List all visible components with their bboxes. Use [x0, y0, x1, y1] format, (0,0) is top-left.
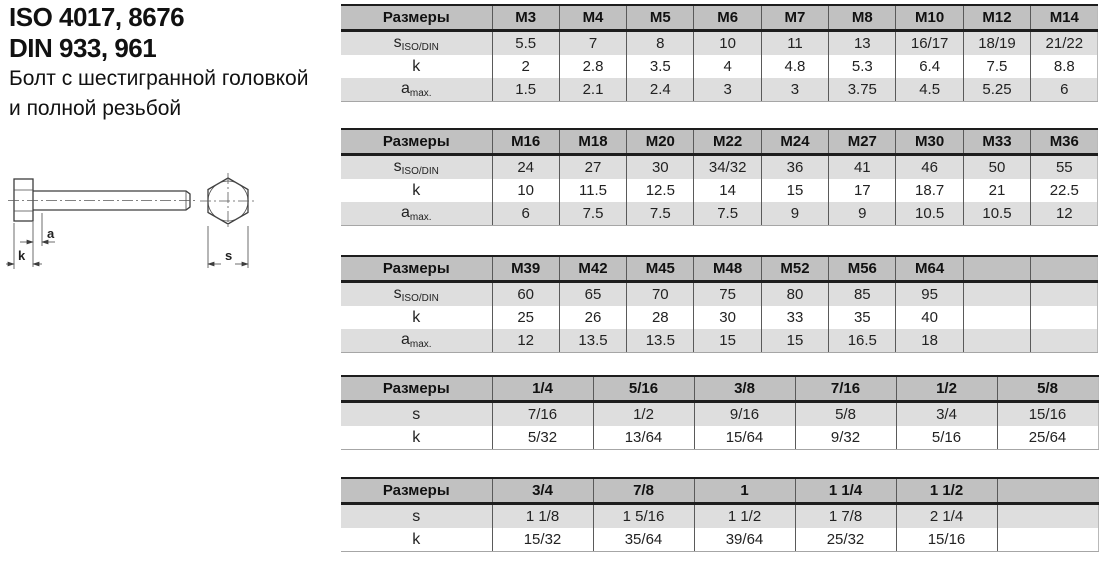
row-label: $s_{ISO/DIN}$: [341, 31, 492, 56]
table-cell: 3.5: [627, 55, 694, 78]
column-header: M42: [559, 256, 626, 282]
table-cell: [997, 504, 1098, 529]
table-cell: 8: [627, 31, 694, 56]
table-cell: 5/32: [492, 426, 593, 450]
row-label: s: [341, 504, 492, 529]
table-cell: [963, 306, 1030, 329]
table-row: [341, 504, 1098, 529]
table-cell: 14: [694, 179, 761, 202]
table-header-label: Размеры: [341, 256, 492, 282]
row-label: k: [341, 55, 492, 78]
table-row: [341, 402, 1098, 427]
table-cell: 33: [761, 306, 828, 329]
column-header: 1 1/2: [896, 478, 997, 504]
table-cell: 9: [829, 202, 896, 226]
row-label: $a_{max.}$: [341, 78, 492, 102]
table-cell: 11.5: [559, 179, 626, 202]
table-cell: 26: [559, 306, 626, 329]
table-row: [341, 78, 1098, 102]
table-cell: 27: [559, 155, 626, 180]
table-cell: 7/16: [492, 402, 593, 427]
table-cell: 15/64: [694, 426, 795, 450]
table-cell: 2: [492, 55, 559, 78]
column-header: M6: [694, 5, 761, 31]
column-header: M45: [627, 256, 694, 282]
table-cell: 1.5: [492, 78, 559, 102]
table-cell: 10.5: [896, 202, 963, 226]
table-cell: 1 1/2: [694, 504, 795, 529]
table-cell: 17: [829, 179, 896, 202]
standard-din: DIN 933, 961: [9, 33, 157, 63]
dimension-table-4: [341, 375, 1099, 450]
table-cell: 3: [761, 78, 828, 102]
table-cell: 3/4: [896, 402, 997, 427]
table-cell: 2.8: [559, 55, 626, 78]
table-cell: 8.8: [1031, 55, 1098, 78]
dimension-k-label: k: [18, 248, 26, 263]
table-cell: 1 1/8: [492, 504, 593, 529]
table-cell: 39/64: [694, 528, 795, 552]
table-cell: 10.5: [963, 202, 1030, 226]
table-cell: 15/16: [896, 528, 997, 552]
table-cell: 7.5: [559, 202, 626, 226]
table-cell: [1031, 282, 1098, 307]
column-header: 3/4: [492, 478, 593, 504]
table-cell: 7.5: [694, 202, 761, 226]
table-cell: 15/32: [492, 528, 593, 552]
table-cell: 21: [963, 179, 1030, 202]
table-cell: 24: [492, 155, 559, 180]
row-label: $s_{ISO/DIN}$: [341, 282, 492, 307]
table-row: [341, 202, 1098, 226]
table-row: [341, 155, 1098, 180]
column-header: 1/4: [492, 376, 593, 402]
hex-end-view: [200, 173, 256, 229]
table-header-label: Размеры: [341, 376, 492, 402]
table-cell: 30: [627, 155, 694, 180]
row-label: $a_{max.}$: [341, 202, 492, 226]
table-cell: 85: [829, 282, 896, 307]
column-header: [963, 256, 1030, 282]
table-cell: [1031, 329, 1098, 353]
table-cell: 7: [559, 31, 626, 56]
table-cell: 13.5: [559, 329, 626, 353]
column-header: M30: [896, 129, 963, 155]
table-cell: 6.4: [896, 55, 963, 78]
table-cell: 25: [492, 306, 559, 329]
row-label: k: [341, 179, 492, 202]
column-header: M27: [829, 129, 896, 155]
table-cell: 3.75: [829, 78, 896, 102]
table-header-label: Размеры: [341, 478, 492, 504]
table-cell: 13/64: [593, 426, 694, 450]
column-header: 5/16: [593, 376, 694, 402]
title-block: [9, 2, 308, 124]
table-cell: 12.5: [627, 179, 694, 202]
table-cell: 65: [559, 282, 626, 307]
table-cell: 9/16: [694, 402, 795, 427]
table-cell: 6: [1031, 78, 1098, 102]
table-row: [341, 306, 1098, 329]
table-row: [341, 179, 1098, 202]
table-cell: 40: [896, 306, 963, 329]
dimension-s-label: s: [225, 248, 233, 263]
table-cell: 46: [896, 155, 963, 180]
column-header: M36: [1031, 129, 1098, 155]
table-cell: 75: [694, 282, 761, 307]
column-header: M48: [694, 256, 761, 282]
column-header: M10: [896, 5, 963, 31]
dimension-a-label: a: [47, 226, 55, 241]
column-header: M33: [963, 129, 1030, 155]
table-cell: 16.5: [829, 329, 896, 353]
table-cell: 13.5: [627, 329, 694, 353]
row-label: k: [341, 306, 492, 329]
table-cell: 35: [829, 306, 896, 329]
table-cell: 5.25: [963, 78, 1030, 102]
bolt-side-view: [8, 179, 197, 221]
row-label: s: [341, 402, 492, 427]
row-label: k: [341, 528, 492, 552]
column-header: 1/2: [896, 376, 997, 402]
column-header: M52: [761, 256, 828, 282]
table-cell: 5.5: [492, 31, 559, 56]
table-cell: 4.5: [896, 78, 963, 102]
table-cell: 6: [492, 202, 559, 226]
table-cell: 1/2: [593, 402, 694, 427]
column-header: M20: [627, 129, 694, 155]
table-cell: [963, 329, 1030, 353]
table-cell: 15: [761, 179, 828, 202]
dimension-k: [6, 223, 42, 269]
table-cell: 5.3: [829, 55, 896, 78]
table-cell: 5/8: [795, 402, 896, 427]
table-cell: 95: [896, 282, 963, 307]
row-label: $a_{max.}$: [341, 329, 492, 353]
column-header: M24: [761, 129, 828, 155]
table-cell: 13: [829, 31, 896, 56]
column-header: 7/8: [593, 478, 694, 504]
column-header: M12: [963, 5, 1030, 31]
column-header: M3: [492, 5, 559, 31]
table-cell: 9: [761, 202, 828, 226]
table-cell: 16/17: [896, 31, 963, 56]
table-cell: 22.5: [1031, 179, 1098, 202]
table-cell: [1031, 306, 1098, 329]
table-cell: 2.4: [627, 78, 694, 102]
dimension-table-2: [341, 128, 1098, 226]
column-header: [1031, 256, 1098, 282]
table-cell: 7.5: [627, 202, 694, 226]
table-row: [341, 329, 1098, 353]
table-cell: 15: [694, 329, 761, 353]
table-row: [341, 31, 1098, 56]
column-header: M4: [559, 5, 626, 31]
table-cell: 41: [829, 155, 896, 180]
table-cell: 2 1/4: [896, 504, 997, 529]
table-cell: 4.8: [761, 55, 828, 78]
table-cell: 7.5: [963, 55, 1030, 78]
table-row: [341, 282, 1098, 307]
column-header: M64: [896, 256, 963, 282]
table-cell: 2.1: [559, 78, 626, 102]
table-cell: 60: [492, 282, 559, 307]
table-row: [341, 55, 1098, 78]
table-cell: 11: [761, 31, 828, 56]
column-header: 7/16: [795, 376, 896, 402]
table-cell: [997, 528, 1098, 552]
table-cell: 80: [761, 282, 828, 307]
table-row: [341, 426, 1098, 450]
column-header: M7: [761, 5, 828, 31]
table-row: [341, 528, 1098, 552]
dimension-s: [208, 226, 248, 268]
column-header: [997, 478, 1098, 504]
table-cell: 30: [694, 306, 761, 329]
table-cell: 12: [1031, 202, 1098, 226]
bolt-head: [14, 179, 33, 221]
column-header: M5: [627, 5, 694, 31]
table-cell: 10: [492, 179, 559, 202]
column-header: 5/8: [997, 376, 1098, 402]
table-cell: 18: [896, 329, 963, 353]
table-cell: 3: [694, 78, 761, 102]
table-cell: 25/32: [795, 528, 896, 552]
column-header: M39: [492, 256, 559, 282]
table-cell: 18/19: [963, 31, 1030, 56]
table-cell: 70: [627, 282, 694, 307]
column-header: M18: [559, 129, 626, 155]
table-cell: 18.7: [896, 179, 963, 202]
table-cell: 34/32: [694, 155, 761, 180]
table-cell: 5/16: [896, 426, 997, 450]
column-header: 1 1/4: [795, 478, 896, 504]
standard-iso: ISO 4017, 8676: [9, 2, 185, 32]
table-cell: 10: [694, 31, 761, 56]
bolt-technical-drawing: [5, 170, 275, 302]
column-header: M8: [829, 5, 896, 31]
table-cell: 12: [492, 329, 559, 353]
column-header: M56: [829, 256, 896, 282]
table-cell: 4: [694, 55, 761, 78]
dimension-table-3: [341, 255, 1098, 353]
table-cell: 21/22: [1031, 31, 1098, 56]
column-header: 3/8: [694, 376, 795, 402]
row-label: k: [341, 426, 492, 450]
table-header-label: Размеры: [341, 129, 492, 155]
description-line-1: Болт с шестигранной головкой: [9, 67, 309, 90]
table-cell: 1 7/8: [795, 504, 896, 529]
table-cell: 25/64: [997, 426, 1098, 450]
description-line-2: и полной резьбой: [9, 97, 182, 120]
table-cell: 35/64: [593, 528, 694, 552]
table-cell: 15/16: [997, 402, 1098, 427]
table-cell: 55: [1031, 155, 1098, 180]
column-header: M16: [492, 129, 559, 155]
table-header-label: Размеры: [341, 5, 492, 31]
table-cell: 9/32: [795, 426, 896, 450]
table-cell: 50: [963, 155, 1030, 180]
column-header: M22: [694, 129, 761, 155]
table-cell: 15: [761, 329, 828, 353]
row-label: $s_{ISO/DIN}$: [341, 155, 492, 180]
table-cell: 36: [761, 155, 828, 180]
column-header: M14: [1031, 5, 1098, 31]
table-cell: 1 5/16: [593, 504, 694, 529]
dimension-table-1: [341, 4, 1098, 102]
table-cell: [963, 282, 1030, 307]
column-header: 1: [694, 478, 795, 504]
table-cell: 28: [627, 306, 694, 329]
dimension-table-5: [341, 477, 1099, 552]
